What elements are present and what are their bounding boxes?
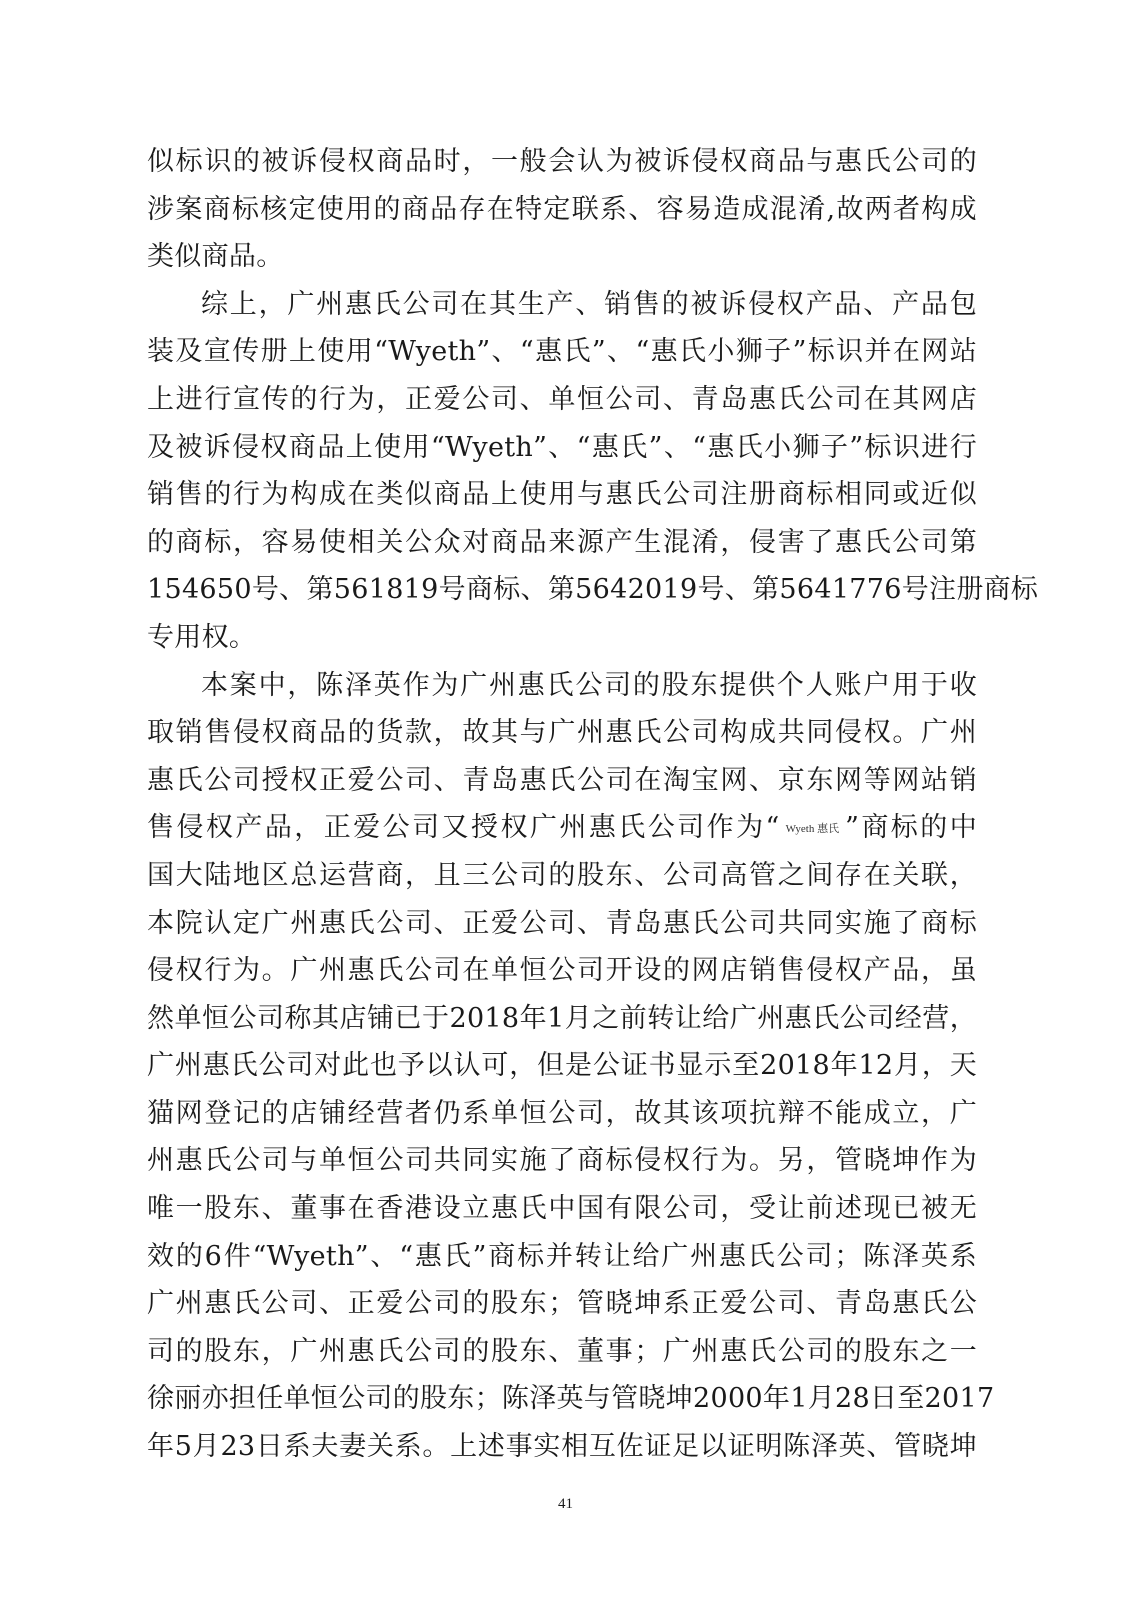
text-line: 取销售侵权商品的货款，故其与广州惠氏公司构成共同侵权。广州: [147, 717, 977, 749]
text-line: 司的股东，广州惠氏公司的股东、董事；广州惠氏公司的股东之一: [147, 1335, 977, 1367]
text-line: 专用权。: [147, 621, 257, 653]
text-line: 效的6件“Wyeth”、“惠氏”商标并转让给广州惠氏公司；陈泽英系: [147, 1240, 977, 1272]
text-line: 惠氏公司授权正爱公司、青岛惠氏公司在淘宝网、京东网等网站销: [147, 764, 977, 796]
text-line: 唯一股东、董事在香港设立惠氏中国有限公司，受让前述现已被无: [147, 1193, 977, 1225]
text-line: 154650号、第561819号商标、第5642019号、第5641776号注册商标: [147, 574, 1039, 606]
text-line: 徐丽亦担任单恒公司的股东；陈泽英与管晓坤2000年1月28日至2017: [147, 1383, 995, 1415]
text-line: 上进行宣传的行为，正爱公司、单恒公司、青岛惠氏公司在其网店: [147, 383, 977, 415]
text-line: 本案中，陈泽英作为广州惠氏公司的股东提供个人账户用于收: [201, 669, 977, 701]
text-line: 似标识的被诉侵权商品时，一般会认为被诉侵权商品与惠氏公司的: [147, 146, 977, 177]
text-line: 侵权行为。广州惠氏公司在单恒公司开设的网店销售侵权产品，虽: [147, 955, 977, 987]
text-line: 及被诉侵权商品上使用“Wyeth”、“惠氏”、“惠氏小狮子”标识进行: [147, 431, 977, 463]
text-line: 广州惠氏公司对此也予以认可，但是公证书显示至2018年12月，天: [147, 1050, 977, 1082]
text-segment: ”商标的中: [845, 812, 977, 844]
text-line-with-logo: [147, 804, 977, 852]
text-line: 国大陆地区总运营商，且三公司的股东、公司高管之间存在关联，: [147, 859, 977, 891]
text-line: 猫网登记的店铺经营者仍系单恒公司，故其该项抗辩不能成立，广: [147, 1097, 977, 1129]
text-line: 销售的行为构成在类似商品上使用与惠氏公司注册商标相同或近似: [147, 479, 977, 511]
text-segment: 售侵权产品，正爱公司又授权广州惠氏公司作为“: [147, 812, 780, 844]
text-line: 年5月23日系夫妻关系。上述事实相互佐证足以证明陈泽英、管晓坤: [147, 1431, 977, 1463]
text-line: 装及宣传册上使用“Wyeth”、“惠氏”、“惠氏小狮子”标识并在网站: [147, 336, 977, 368]
body-text: [147, 138, 1039, 1471]
text-line: 本院认定广州惠氏公司、正爱公司、青岛惠氏公司共同实施了商标: [147, 907, 977, 939]
wyeth-trademark-logo: Wyeth 惠氏: [785, 822, 840, 835]
text-line: 涉案商标核定使用的商品存在特定联系、容易造成混淆,故两者构成: [147, 193, 977, 225]
page-number: 41: [558, 1496, 573, 1512]
text-line: 然单恒公司称其店铺已于2018年1月之前转让给广州惠氏公司经营，: [147, 1002, 977, 1034]
text-line: 的商标，容易使相关公众对商品来源产生混淆，侵害了惠氏公司第: [147, 526, 977, 558]
text-line: 州惠氏公司与单恒公司共同实施了商标侵权行为。另，管晓坤作为: [147, 1145, 977, 1177]
text-line: 综上，广州惠氏公司在其生产、销售的被诉侵权产品、产品包: [201, 288, 977, 320]
text-line: 类似商品。: [147, 241, 284, 273]
text-line: 广州惠氏公司、正爱公司的股东；管晓坤系正爱公司、青岛惠氏公: [147, 1288, 977, 1320]
